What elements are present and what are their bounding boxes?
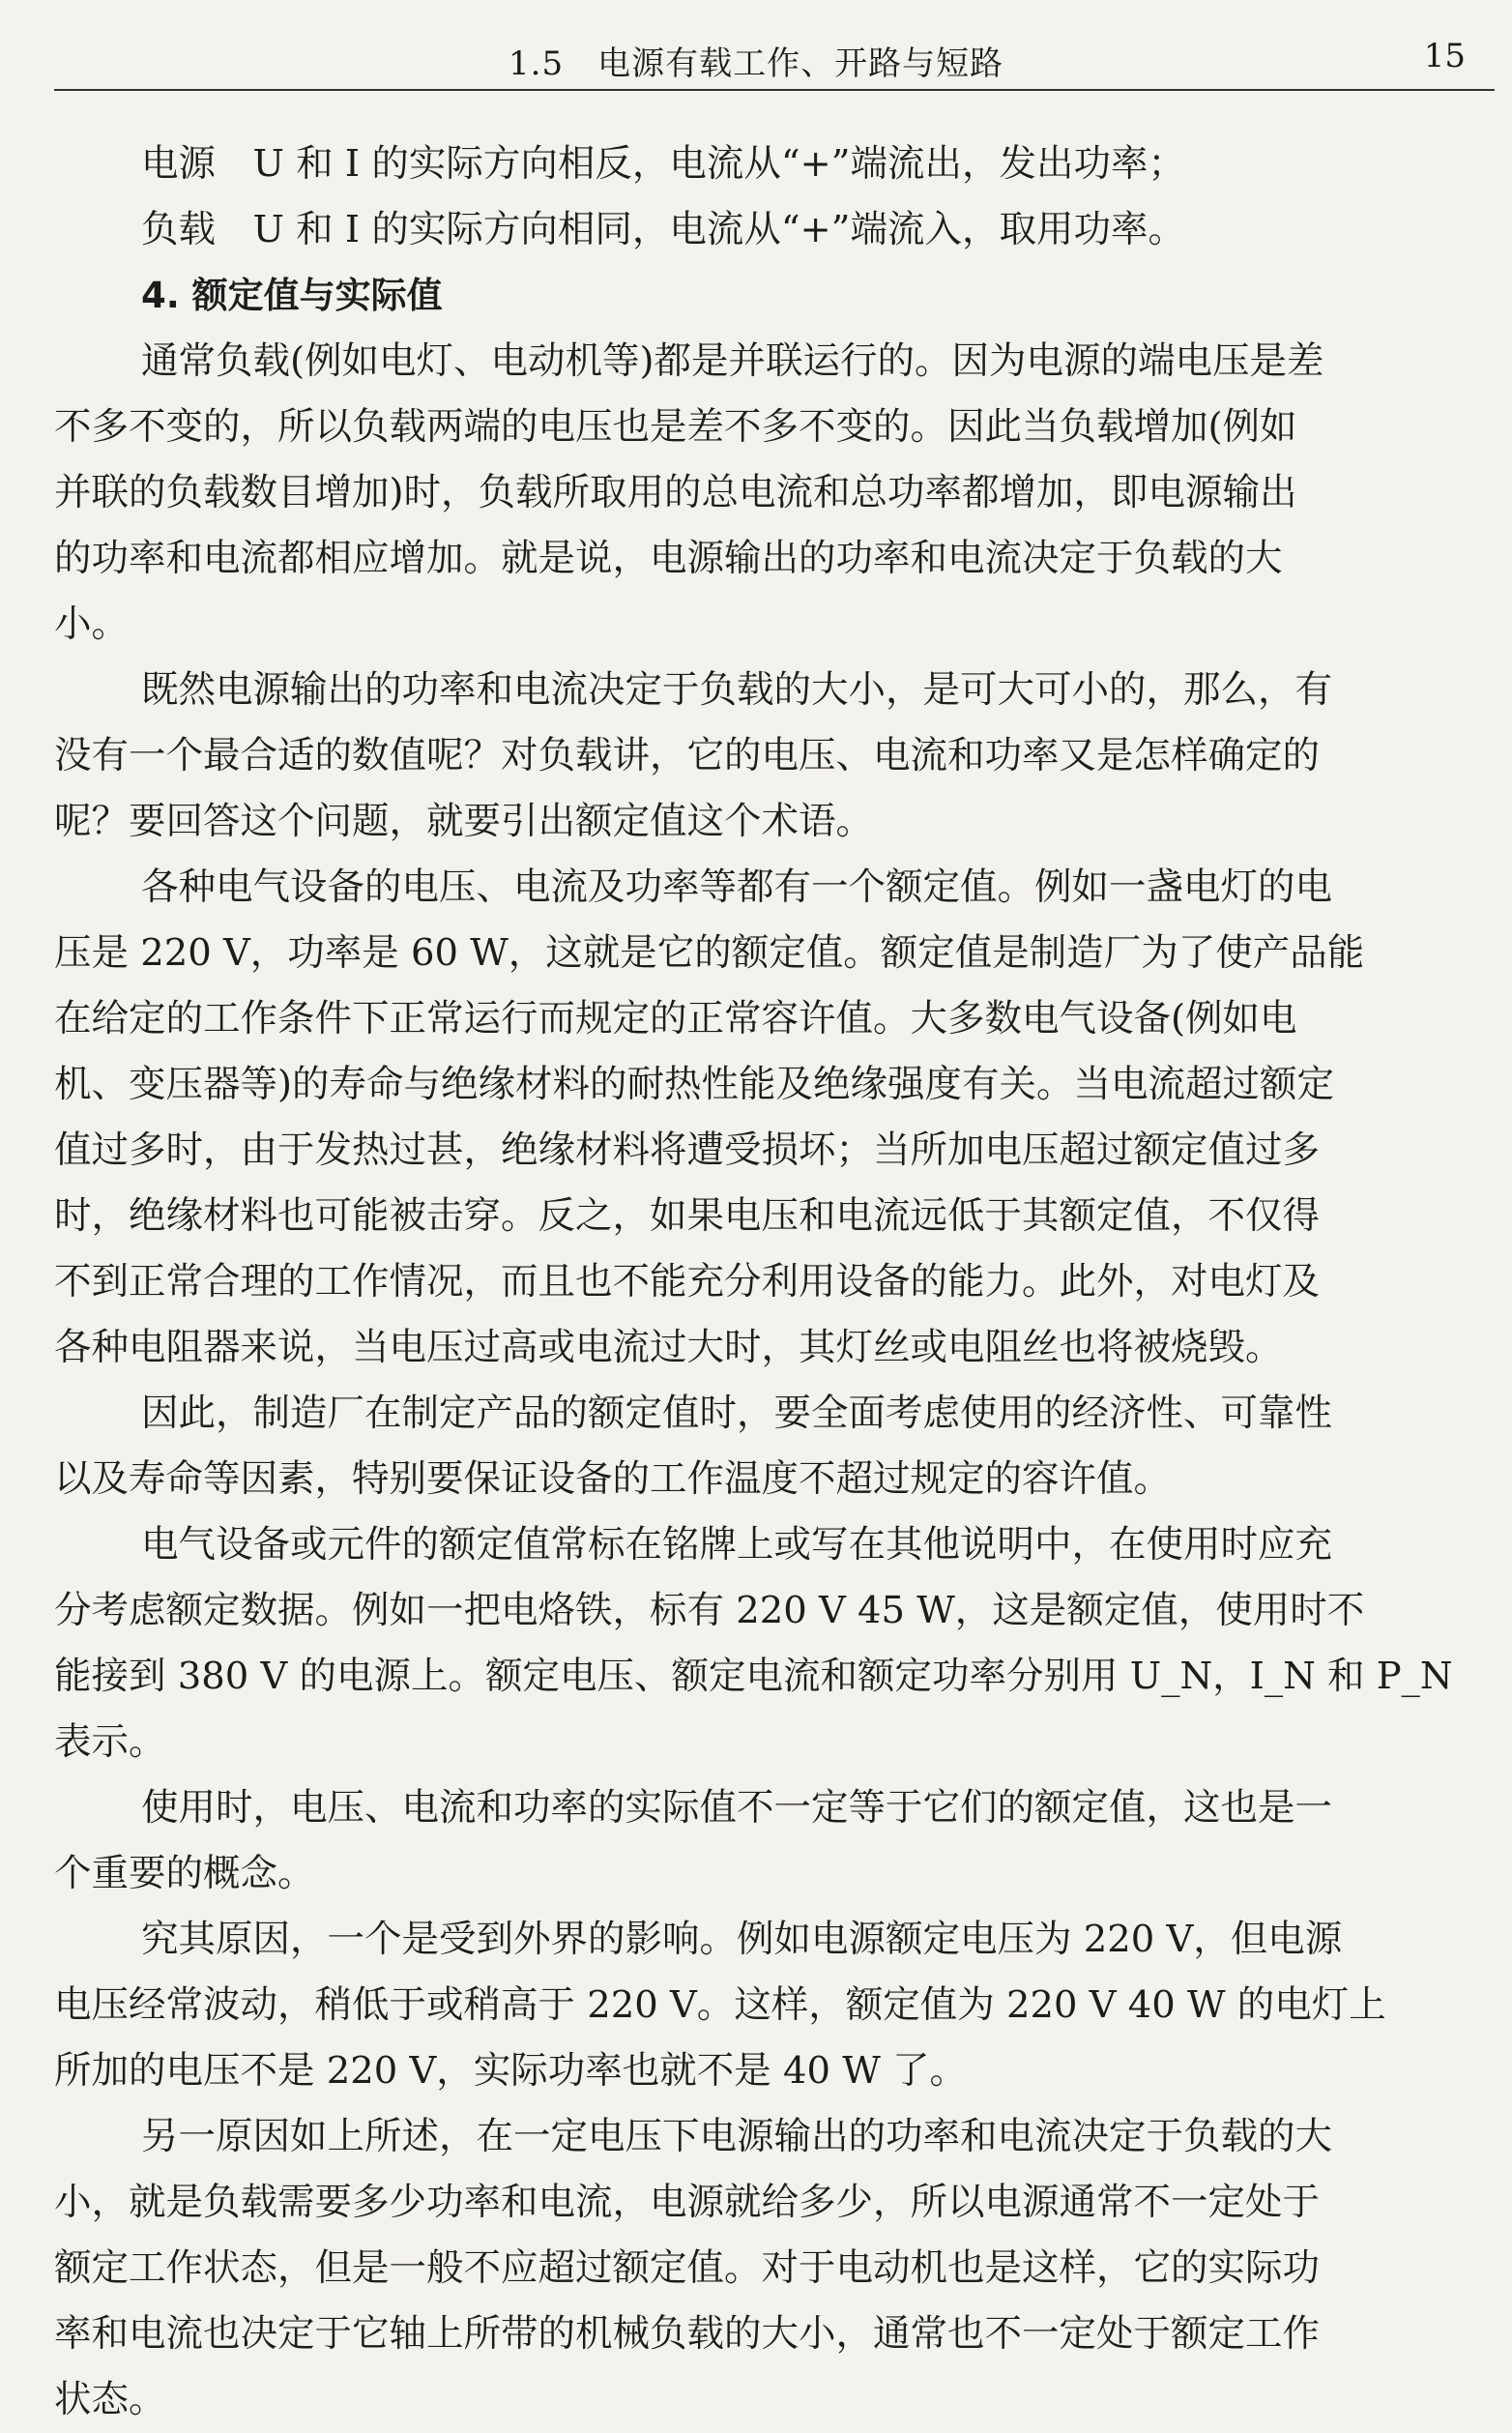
running-header	[54, 29, 1495, 91]
text-line: 状态。	[54, 2378, 166, 2421]
text-line: 电气设备或元件的额定值常标在铭牌上或写在其他说明中，在使用时应充	[141, 1523, 1333, 1567]
text-line: 值过多时，由于发热过甚，绝缘材料将遭受损坏；当所加电压超过额定值过多	[54, 1129, 1321, 1172]
text-line: 电压经常波动，稍低于或稍高于 220 V。这样，额定值为 220 V 40 W 的电灯上	[54, 1983, 1386, 2027]
text-line: 并联的负载数目增加)时，负载所取用的总电流和总功率都增加，即电源输出	[54, 471, 1297, 514]
text-line: 没有一个最合适的数值呢？对负载讲，它的电压、电流和功率又是怎样确定的	[54, 734, 1321, 777]
header-title: 1.5 电源有载工作、开路与短路	[509, 44, 1004, 83]
text-line: 以及寿命等因素，特别要保证设备的工作温度不超过规定的容许值。	[54, 1457, 1172, 1501]
text-line: 电源 U 和 I 的实际方向相反，电流从“+”端流出，发出功率；	[141, 142, 1185, 186]
text-line: 压是 220 V，功率是 60 W，这就是它的额定值。额定值是制造厂为了使产品能	[54, 931, 1365, 975]
text-line: 呢？要回答这个问题，就要引出额定值这个术语。	[54, 800, 874, 843]
page-number: 15	[1423, 37, 1466, 75]
section-heading: 4. 额定值与实际值	[141, 275, 443, 316]
text-line: 因此，制造厂在制定产品的额定值时，要全面考虑使用的经济性、可靠性	[141, 1392, 1333, 1435]
text-line: 各种电阻器来说，当电压过高或电流过大时，其灯丝或电阻丝也将被烧毁。	[54, 1326, 1283, 1369]
text-line: 另一原因如上所述，在一定电压下电源输出的功率和电流决定于负载的大	[141, 2115, 1333, 2158]
text-line: 使用时，电压、电流和功率的实际值不一定等于它们的额定值，这也是一	[141, 1786, 1333, 1830]
text-line: 小，就是负载需要多少功率和电流，电源就给多少，所以电源通常不一定处于	[54, 2181, 1321, 2224]
text-line: 能接到 380 V 的电源上。额定电压、额定电流和额定功率分别用 U_N，I_N 和 P_N	[54, 1655, 1453, 1698]
body-text	[54, 132, 1498, 2433]
text-line: 在给定的工作条件下正常运行而规定的正常容许值。大多数电气设备(例如电	[54, 997, 1297, 1041]
text-line: 机、变压器等)的寿命与绝缘材料的耐热性能及绝缘强度有关。当电流超过额定	[54, 1063, 1335, 1106]
text-line: 率和电流也决定于它轴上所带的机械负载的大小，通常也不一定处于额定工作	[54, 2312, 1321, 2356]
text-line: 个重要的概念。	[54, 1852, 315, 1895]
text-line: 既然电源输出的功率和电流决定于负载的大小，是可大可小的，那么，有	[141, 668, 1333, 712]
text-line: 究其原因，一个是受到外界的影响。例如电源额定电压为 220 V，但电源	[141, 1918, 1343, 1961]
text-line: 不到正常合理的工作情况，而且也不能充分利用设备的能力。此外，对电灯及	[54, 1260, 1321, 1304]
text-line: 额定工作状态，但是一般不应超过额定值。对于电动机也是这样，它的实际功	[54, 2246, 1321, 2290]
text-line: 通常负载(例如电灯、电动机等)都是并联运行的。因为电源的端电压是差	[141, 339, 1324, 383]
text-line: 表示。	[54, 1720, 166, 1764]
text-line: 分考虑额定数据。例如一把电烙铁，标有 220 V 45 W，这是额定值，使用时不	[54, 1589, 1365, 1632]
text-line: 的功率和电流都相应增加。就是说，电源输出的功率和电流决定于负载的大	[54, 537, 1283, 580]
text-line: 所加的电压不是 220 V，实际功率也就不是 40 W 了。	[54, 2049, 968, 2093]
text-line: 不多不变的，所以负载两端的电压也是差不多不变的。因此当负载增加(例如	[54, 405, 1297, 449]
text-line: 各种电气设备的电压、电流及功率等都有一个额定值。例如一盏电灯的电	[141, 865, 1333, 909]
text-line: 时，绝缘材料也可能被击穿。反之，如果电压和电流远低于其额定值，不仅得	[54, 1194, 1321, 1238]
text-line: 小。	[54, 602, 130, 646]
text-line: 负载 U 和 I 的实际方向相同，电流从“+”端流入，取用功率。	[141, 208, 1185, 251]
